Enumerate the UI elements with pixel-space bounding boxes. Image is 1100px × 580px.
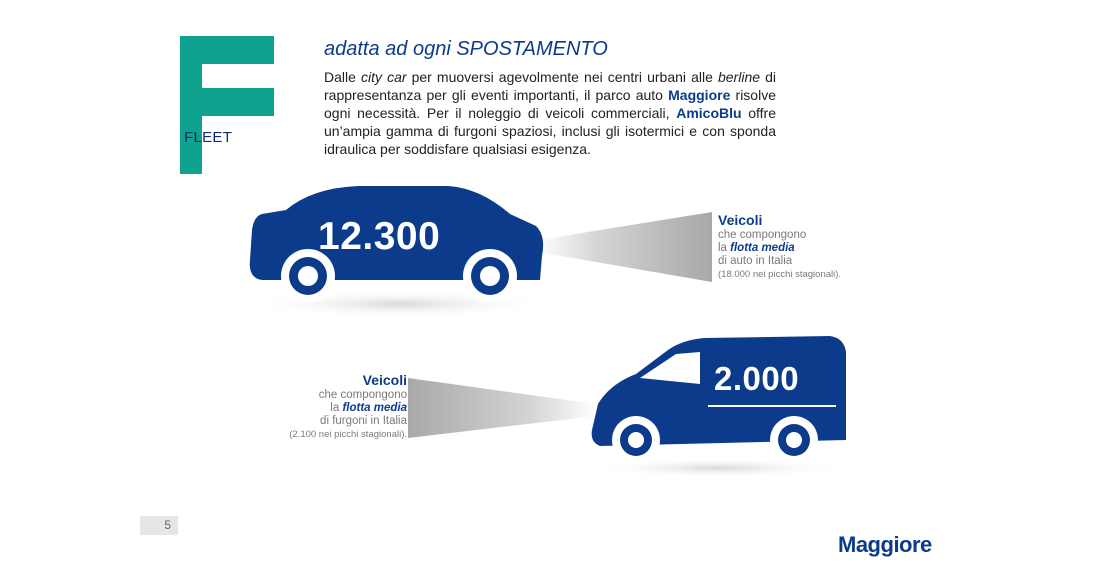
- page-number: 5: [164, 518, 171, 532]
- car-note-line2: [718, 242, 841, 255]
- van-note-emphasis: flotta media: [342, 402, 407, 414]
- page-heading: adatta ad ogni SPOSTAMENTO: [324, 38, 608, 60]
- car-note-line2-prefix: la: [718, 242, 731, 254]
- car-fleet-note: [718, 212, 841, 281]
- car-note-line3: di auto in Italia: [718, 255, 793, 267]
- van-fleet-note: [262, 372, 407, 441]
- intro-text: per muoversi agevolmente nei centri urbani alle: [406, 69, 718, 85]
- van-note-line2: [262, 402, 407, 415]
- van-note-title: Veicoli: [362, 372, 407, 388]
- car-light-beam: [538, 212, 712, 282]
- maggiore-logo: Maggiore: [838, 532, 932, 557]
- van-note-line2-prefix: la: [330, 402, 343, 414]
- van-note-line3: di furgoni in Italia: [320, 415, 407, 427]
- car-note-emphasis: flotta media: [730, 242, 795, 254]
- intro-brand-maggiore: Maggiore: [668, 87, 731, 103]
- page-number-box: [140, 516, 178, 535]
- intro-text-italic: berline: [717, 69, 761, 85]
- intro-text-italic: city car: [360, 69, 407, 85]
- car-note-title: Veicoli: [718, 212, 763, 228]
- car-fleet-count: 12.300: [318, 215, 441, 258]
- van-light-beam: [408, 378, 596, 438]
- intro-text: di rappresentanza per gli eventi importanti, il parco auto: [324, 69, 776, 103]
- car-note-peak: (18.000 nei picchi stagionali).: [718, 269, 842, 280]
- van-note-peak: (2.100 nei picchi stagionali).: [289, 429, 407, 440]
- intro-text: risolve ogni necessità. Per il noleggio di veicoli commerciali,: [324, 87, 776, 121]
- intro-brand-amicoblu: AmicoBlu: [676, 105, 742, 121]
- car-note-line1: che compongono: [718, 229, 807, 241]
- intro-text: offre un’ampia gamma di furgoni spaziosi, inclusi gli isotermici e con sponda idraulica per soddisfare qualsiasi esigenza.: [324, 105, 776, 157]
- van-note-line1: che compongono: [318, 389, 407, 401]
- intro-text: Dalle: [324, 69, 361, 85]
- van-fleet-count: 2.000: [714, 360, 800, 397]
- section-label: FLEET: [184, 129, 233, 146]
